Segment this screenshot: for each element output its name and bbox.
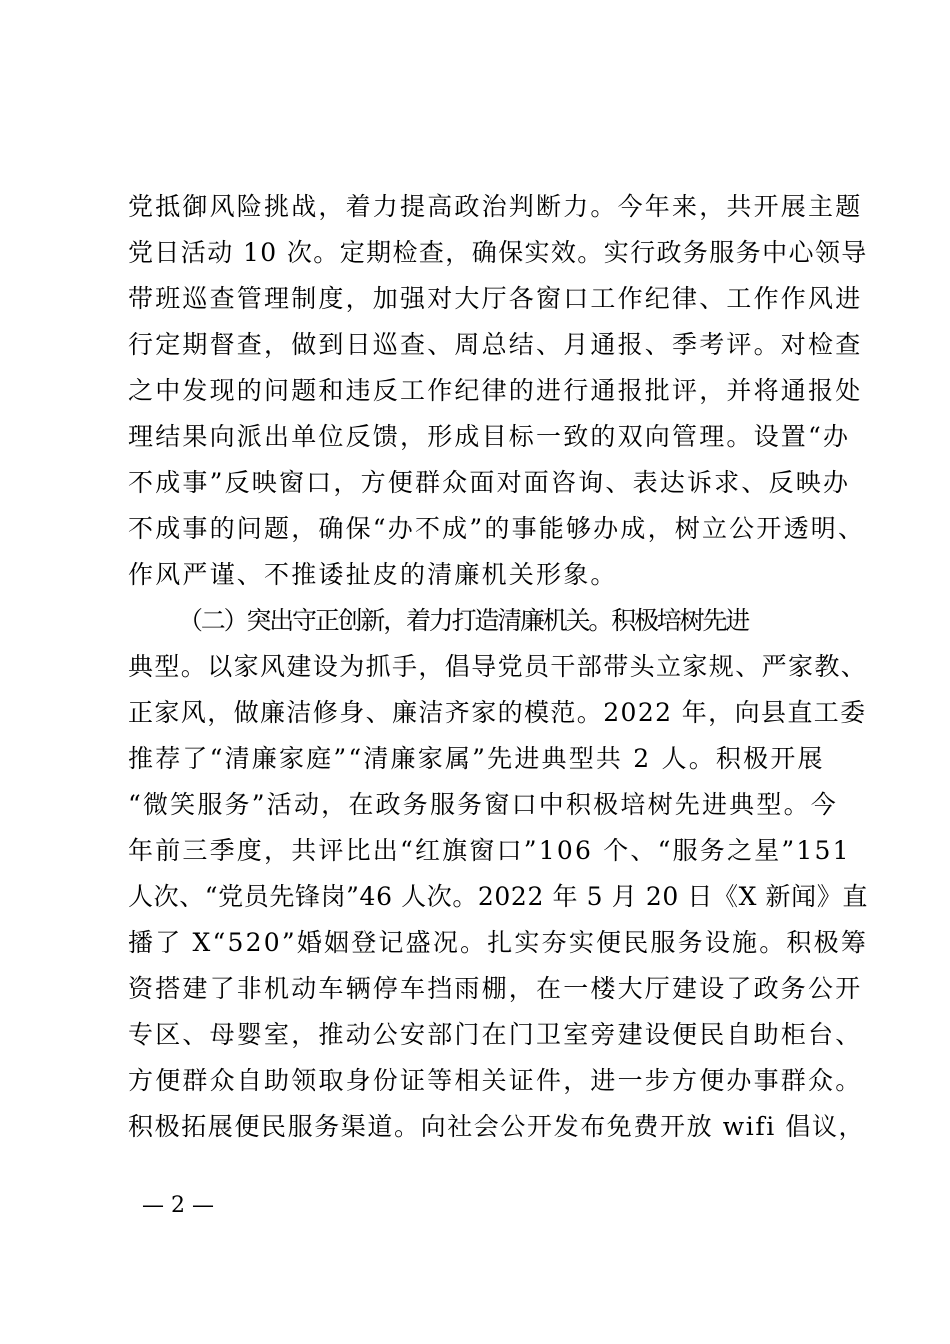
body-line-17: 播了 X“520”婚姻登记盛况。扎实夯实便民服务设施。积极筹 xyxy=(128,928,869,957)
body-line-15: 年前三季度，共评比出“红旗窗口”106 个、“服务之星”151 xyxy=(128,836,851,865)
body-line-6: 理结果向派出单位反馈，形成目标一致的双向管理。设置“办 xyxy=(128,422,851,451)
body-line-2: 党日活动 10 次。定期检查，确保实效。实行政务服务中心领导 xyxy=(128,238,868,267)
body-line-21: 积极拓展便民服务渠道。向社会公开发布免费开放 wifi 倡议， xyxy=(128,1112,866,1141)
body-line-14: “微笑服务”活动，在政务服务窗口中积极培树先进典型。今 xyxy=(128,790,838,819)
body-line-19: 专区、母婴室，推动公安部门在门卫室旁建设便民自助柜台、 xyxy=(128,1020,863,1049)
body-line-18: 资搭建了非机动车辆停车挡雨棚，在一楼大厅建设了政务公开 xyxy=(128,974,863,1003)
body-line-7: 不成事”反映窗口，方便群众面对面咨询、表达诉求、反映办 xyxy=(128,468,851,497)
body-line-16: 人次、“党员先锋岗”46 人次。2022 年 5 月 20 日《X 新闻》直 xyxy=(128,882,868,911)
section-heading-line: （二）突出守正创新，着力打造清廉机关。积极培树先进 xyxy=(178,606,749,635)
body-line-3: 带班巡查管理制度，加强对大厅各窗口工作纪律、工作作风进 xyxy=(128,284,863,313)
body-line-9: 作风严谨、不推诿扯皮的清廉机关形象。 xyxy=(128,560,618,589)
body-line-20: 方便群众自助领取身份证等相关证件，进一步方便办事群众。 xyxy=(128,1066,863,1095)
page-number: — 2 — xyxy=(142,1193,214,1218)
body-line-13: 推荐了“清廉家庭”“清廉家属”先进典型共 2 人。积极开展 xyxy=(128,744,825,773)
body-line-8: 不成事的问题，确保“办不成”的事能够办成，树立公开透明、 xyxy=(128,514,866,543)
body-line-1: 党抵御风险挑战，着力提高政治判断力。今年来，共开展主题 xyxy=(128,192,863,221)
body-line-5: 之中发现的问题和违反工作纪律的进行通报批评，并将通报处 xyxy=(128,376,863,405)
body-line-12: 正家风，做廉洁修身、廉洁齐家的模范。2022 年，向县直工委 xyxy=(128,698,867,727)
body-line-4: 行定期督查，做到日巡查、周总结、月通报、季考评。对检查 xyxy=(128,330,863,359)
body-line-11: 典型。以家风建设为抓手，倡导党员干部带头立家规、严家教、 xyxy=(128,652,868,681)
